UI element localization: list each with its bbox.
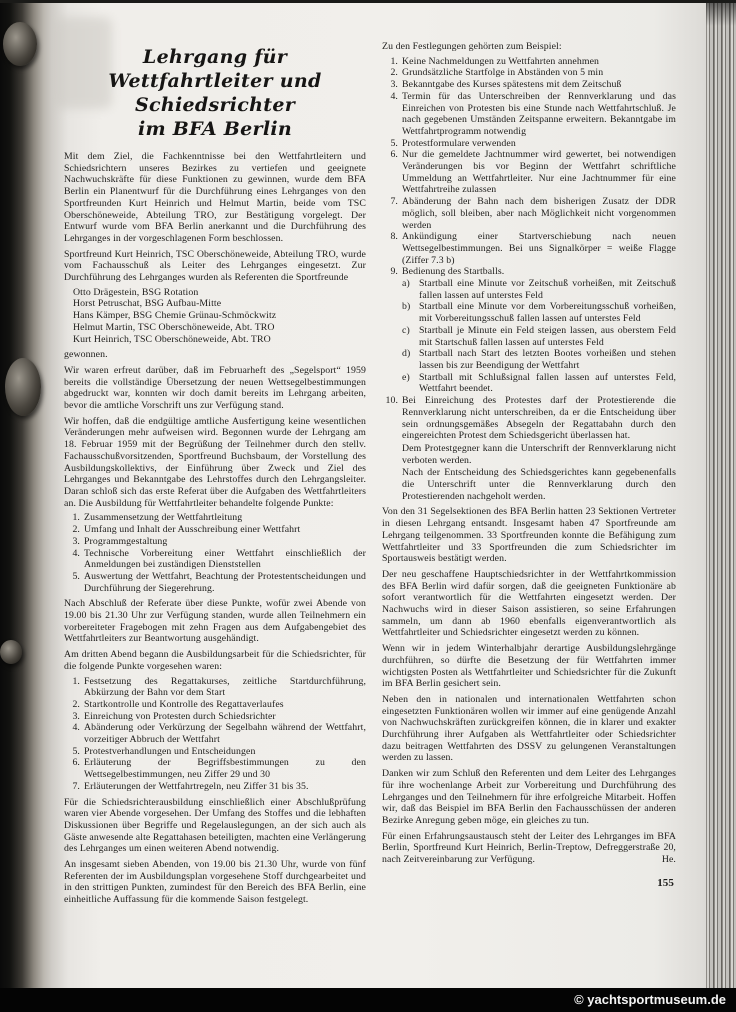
item-text: Erläuterungen der Wettfahrtregeln, neu Ziffer 31 bis 35. <box>84 780 309 792</box>
paragraph: Wenn wir in jedem Winterhalbjahr derartige Ausbildungslehrgänge durchführen, so dürfte die Besetzung der für Wettfahrten immer wichtigsten Posten als Wettfahrtleiter und Schiedsrichter für die Zukunft im BFA Berlin gesichert sein. <box>382 643 676 690</box>
item-number: 4. <box>72 722 80 734</box>
startball-sublist <box>402 278 676 395</box>
item-lead: Bei Einreichung des Protestes darf der Protestierende die Rennverklarung nicht unterschreiben, da er die Entscheidung über sein ordnungsgemäßes Absegeln der Regattabahn durch den eingereichten Protest dem Schiedsgericht überlassen hat. <box>402 395 676 442</box>
referee-name: Kurt Heinrich, TSC Oberschöneweide, Abt. TRO <box>73 333 271 345</box>
item-number: 10. <box>385 395 398 407</box>
item-number: 4. <box>390 90 398 102</box>
item-number: 3. <box>390 79 398 91</box>
item-text: Zusammensetzung der Wettfahrtleitung <box>84 512 243 524</box>
paragraph: Der neu geschaffene Hauptschiedsrichter in der Wettfahrtkommission des BFA Berlin wird dafür sorgen, daß die geeigneten Funktionäre ab sofort verantwortlich für die Wettfahrten eingesetzt werden. Der Nachwuchs wird in dieser Saison assistieren, so seine Erfahrungen sammeln, um dann ab 1960 ebenfalls eigenverantwortlich als Wettfahrtleiter und Schiedsrichter eingesetzt werden zu können. <box>382 568 676 639</box>
item-text: Startkontrolle und Kontrolle des Regattaverlaufes <box>84 698 284 710</box>
item-text: Programmgestaltung <box>84 535 168 547</box>
item-number: 1. <box>72 512 80 524</box>
binder-ring-top <box>3 22 37 66</box>
item-continuation: Nach der Entscheidung des Schiedsgerichtes kann gegebenenfalls die Unterschrift unter die Rennverklarung durch den Protestierenden nachgeholt werden. <box>402 467 676 502</box>
paragraph: Wir hoffen, daß die endgültige amtliche Ausfertigung keine wesentlichen Veränderungen mehr aufweisen wird. Begonnen wurde der Lehrgang am 18. Februar 1959 mit der Begrüßung der Teilnehmer durch den stellv. Fachausschußvorsitzenden, Sportfreund Buchsbaum, der Vorstellung des Ausbildungskollektivs, der Einführung über Zweck und Ziel des Lehrganges und Bekanntgabe des Lehrstoffes durch den Lehrgangsleiter. Daran schloß sich das erste Referat über die Aufgaben des Wettfahrtleiters an. Die Ausbildung für Wettfahrtleiter behandelte folgende Punkte: <box>64 415 366 509</box>
referee-name: Hans Kämper, BSG Chemie Grünau-Schmöckwitz <box>73 310 277 322</box>
list-item <box>382 149 676 196</box>
watermark-bar <box>0 988 736 1012</box>
list-item <box>64 512 366 524</box>
item-text: Nur die gemeldete Jachtnummer wird gewertet, bei notwendigen Veränderungen bis vor Beginn der Wettfahrt schriftliche Ummeldung an Wettfahrtleiter. Nur eine Jachtnummer für eine Wettfahrtreihe zulassen <box>402 149 676 196</box>
paragraph: Mit dem Ziel, die Fachkenntnisse bei den Wettfahrtleitern und Schiedsrichtern unseres Bezirkes zu vertiefen und geeignete Nachwuchskräfte für diese Funktionen zu gewinnen, wurde dem BFA Berlin ein Planentwurf für die Durchführung eines Lehrganges von den Sportfreunden Kurt Heinrich und Helmut Martin, beide vom TSC Oberschöneweide, Abteilung TRO, zur Bestätigung vorgelegt. Der Entwurf wurde vom BFA Berlin anerkannt und die Durchführung des Lehrganges in der vorgeschlagenen Form beschlossen. <box>64 151 366 244</box>
item-number: 2. <box>72 698 80 710</box>
watermark-text: © yachtsportmuseum.de <box>574 992 726 1007</box>
paragraph: An insgesamt sieben Abenden, von 19.00 bis 21.30 Uhr, wurde von fünf Referenten der im Ausbildungsplan vorgesehene Stoff durchgearbeitet und in den strittigen Punkten, zumindest für den Bereich des BFA Berlin, eine einheitliche Auffassung für die kommende Saison festgelegt. <box>64 859 366 906</box>
binder-ring-small <box>0 640 22 664</box>
item-text: Einreichung von Protesten durch Schiedsrichter <box>84 710 276 722</box>
item-text: Erläuterung der Begriffsbestimmungen zu den Wettsegelbestimmungen, neu Ziffer 29 und 30 <box>84 757 366 781</box>
paragraph: Danken wir zum Schluß den Referenten und dem Leiter des Lehrganges für ihre wochenlange Arbeit zur Vorbereitung und Durchführung des Lehrganges und den Teilnehmern für ihre erfolgreiche Mitarbeit. Hoffen wir, daß das Beispiel im BFA Berlin den Fachausschüssen der anderen Bezirke Anregung geben möge, ein gleiches zu tun. <box>382 768 676 826</box>
list-item <box>64 781 366 793</box>
item-number: 4. <box>72 547 80 559</box>
item-text: Protestverhandlungen und Entscheidungen <box>84 745 256 757</box>
item-number: 3. <box>72 535 80 547</box>
item-number: 1. <box>72 675 80 687</box>
magazine-page <box>52 3 706 988</box>
paragraph: Zu den Festlegungen gehörten zum Beispiel: <box>382 41 562 52</box>
sub-item <box>402 325 676 348</box>
sub-item <box>402 278 676 301</box>
sub-item <box>402 301 676 324</box>
item-number: 9. <box>390 266 398 278</box>
item-lead: Bedienung des Startballs. <box>402 266 505 278</box>
item-text: Ankündigung einer Startverschiebung nach neuen Wettsegelbestimmungen. Bei uns Signalkörper = weiße Flagge (Ziffer 7.3 b) <box>402 231 676 266</box>
sub-text: Startball je Minute ein Feld steigen lassen, aus oberstem Feld mit Startschuß fallen lassen auf unterstes Feld <box>419 324 676 348</box>
list-item <box>64 524 366 536</box>
list-item <box>382 266 676 395</box>
list-item <box>64 722 366 745</box>
scan-top-edge <box>0 0 736 3</box>
book-fore-edge <box>706 0 736 988</box>
referee-name: Helmut Martin, TSC Oberschöneweide, Abt. TRO <box>73 321 275 333</box>
article-title <box>64 45 366 141</box>
list-item <box>64 536 366 548</box>
sub-letter: c) <box>402 324 410 336</box>
list-item <box>64 548 366 571</box>
item-number: 2. <box>390 67 398 79</box>
list-item <box>382 138 676 150</box>
item-number: 5. <box>390 137 398 149</box>
sub-letter: e) <box>402 371 410 383</box>
sub-text: Startball eine Minute vor Zeitschuß vorheißen, mit Zeitschuß fallen lassen auf unterstes Feld <box>419 278 676 301</box>
item-text: Bekanntgabe des Kurses spätestens mit dem Zeitschuß <box>402 79 622 91</box>
paragraph: Nach Abschluß der Referate über diese Punkte, wofür zwei Abende von 19.00 bis 21.30 Uhr zur Verfügung standen, wurde allen Teilnehmern ein vorbereiteter Fragebogen mit zehn Fragen aus dem Aufgabengebiet des Wettfahrtleiters zur Beantwortung ausgehändigt. <box>64 598 366 645</box>
item-number: 6. <box>72 757 80 769</box>
item-text: Protestformulare verwenden <box>402 137 516 149</box>
title-line-2: Wettfahrtleiter und Schiedsrichter <box>108 70 322 116</box>
item-text: Termin für das Unterschreiben der Rennverklarung und das Einreichen von Protesten bis eine Stunde nach Wettfahrtschluß. Je nach gegebenen Umständen Zeitspanne erweitern. Bekanntgabe im Wettfahrtprogramm notwendig <box>402 90 676 137</box>
sub-letter: b) <box>402 301 411 313</box>
list-item <box>382 196 676 231</box>
title-line-3: im BFA Berlin <box>137 118 293 140</box>
item-continuation: Dem Protestgegner kann die Unterschrift der Rennverklarung nicht verboten werden. <box>402 442 676 466</box>
paragraph: Am dritten Abend begann die Ausbildungsarbeit für die Schiedsrichter, für die folgende Punkte vorgesehen waren: <box>64 649 366 672</box>
item-text: Grundsätzliche Startfolge in Abständen von 5 min <box>402 67 604 79</box>
page-content <box>64 41 676 906</box>
item-text: Abänderung oder Verkürzung der Segelbahn während der Wettfahrt, vorzeitiger Abbruch der Wettfahrt <box>84 722 366 746</box>
item-text: Keine Nachmeldungen zu Wettfahrten annehmen <box>402 55 600 67</box>
sub-letter: a) <box>402 278 410 290</box>
list-item <box>64 699 366 711</box>
item-text <box>402 395 676 502</box>
item-text: Umfang und Inhalt der Ausschreibung einer Wettfahrt <box>84 524 301 536</box>
list-item <box>64 711 366 723</box>
list-item <box>382 79 676 91</box>
item-number: 3. <box>72 710 80 722</box>
list-item <box>64 746 366 758</box>
left-column <box>64 41 366 906</box>
closing-paragraph: Für einen Erfahrungsaustausch steht der Leiter des Lehrganges im BFA Berlin, Sportfreund Kurt Heinrich, Berlin-Treptow, Defreggerstraße 20, nach Zeitvereinbarung zur Verfügung. <box>382 830 676 866</box>
sub-text: Startball eine Minute vor dem Vorbereitungsschuß vorheißen, mit Vorbereitungsschuß fallen lassen auf unterstes Feld <box>419 301 676 325</box>
festlegungen-list <box>382 56 676 503</box>
referee-name: Otto Drägestein, BSG Rotation <box>73 286 199 298</box>
list-item <box>382 395 676 502</box>
wettfahrtleiter-topics-list <box>64 512 366 594</box>
list-item <box>382 56 676 68</box>
item-number: 1. <box>390 55 398 67</box>
item-number: 5. <box>72 745 80 757</box>
item-text <box>402 266 676 395</box>
item-number: 5. <box>72 570 80 582</box>
list-item <box>382 231 676 266</box>
page-number: 155 <box>657 876 674 889</box>
paragraph: Für die Schiedsrichterausbildung einschließlich einer Abschlußprüfung waren vier Abende vorgesehen. Der Umfang des Stoffes und die lebhaften Diskussionen über Begriffe und Regelauslegungen, an der sich auch als Gäste anwesende alte Regattahasen beteiligten, machten eine Verlängerung des Lehrganges um einen weiteren Abend notwendig. <box>64 796 366 855</box>
sub-text: Startball mit Schlußsignal fallen lassen auf unterstes Feld, Wettfahrt beendet. <box>419 371 676 395</box>
referee-name: Horst Petruschat, BSG Aufbau-Mitte <box>73 298 222 310</box>
sub-item <box>402 348 676 371</box>
list-item <box>382 67 676 79</box>
paragraph: Wir waren erfreut darüber, daß im Februarheft des „Segelsport“ 1959 bereits die vollständige Übersetzung der neuen Wettsegelbestimmungen abgedruckt war, konnten wir doch damit bereits im Lehrgang arbeiten, bevor die amtliche Vorschrift uns zur Verfügung stand. <box>64 364 366 412</box>
sub-text: Startball nach Start des letzten Bootes vorheißen und stehen lassen bis zur Beendigung der Wettfahrt <box>419 348 676 371</box>
book-binding <box>0 0 52 988</box>
paragraph: gewonnen. <box>64 349 108 361</box>
author-initials: He. <box>661 854 676 866</box>
sub-letter: d) <box>402 348 411 360</box>
item-number: 6. <box>390 149 398 161</box>
list-item <box>64 571 366 594</box>
binder-ring-middle <box>5 358 41 416</box>
list-item <box>382 91 676 138</box>
list-item <box>64 757 366 780</box>
paragraph: Neben den in nationalen und internationalen Wettfahrten schon eingesetzten Funktionären wollen wir immer auf eine genügende Anzahl von Nachwuchskräften zurückgreifen können, die in klarer und exakter Durchführung ihrer Aufgaben als Wettfahrtleiter oder Schiedsrichter dazu beitragen Wettfahrten des DSSV zu gelungenen Veranstaltungen werden zu lassen. <box>382 693 676 764</box>
item-number: 7. <box>390 196 398 208</box>
item-text: Technische Vorbereitung einer Wettfahrt einschließlich der Anmeldungen bei zuständigen Dienststellen <box>84 547 366 571</box>
item-number: 8. <box>390 231 398 243</box>
paragraph <box>382 831 676 866</box>
title-line-1: Lehrgang für <box>142 46 288 68</box>
item-text: Abänderung der Bahn nach dem bisherigen Zusatz der DDR möglich, soll bleiben, aber nach Möglichkeit nicht vorgenommen werden <box>402 196 676 231</box>
item-number: 7. <box>72 780 80 792</box>
item-text: Auswertung der Wettfahrt, Beachtung der Protestentscheidungen und Durchführung der Siegerehrung. <box>84 570 366 594</box>
schiedsrichter-topics-list <box>64 676 366 793</box>
right-column <box>382 41 676 906</box>
referees-list <box>64 287 366 346</box>
item-text: Festsetzung des Regattakurses, zeitliche Startdurchführung, Abkürzung der Bahn vor dem Start <box>84 675 366 699</box>
sub-item <box>402 372 676 395</box>
list-item <box>64 676 366 699</box>
item-number: 2. <box>72 524 80 536</box>
paragraph: Von den 31 Segelsektionen des BFA Berlin hatten 23 Sektionen Vertreter in diesen Lehrgang entsandt. Insgesamt haben 47 Sportfreunde am Lehrgang teilgenommen. 33 Sportfreunden konnte die Befähigung zum Wettfahrtleiter und 33 Sportfreunden die zum Schiedsrichter im Sportausweis bestätigt werden. <box>382 506 676 565</box>
paragraph: Sportfreund Kurt Heinrich, TSC Oberschöneweide, Abteilung TRO, wurde vom Fachausschuß als Leiter des Lehrganges eingesetzt. Zur Durchführung des Lehrganges wurden als Referenten die Sportfreunde <box>64 248 366 284</box>
